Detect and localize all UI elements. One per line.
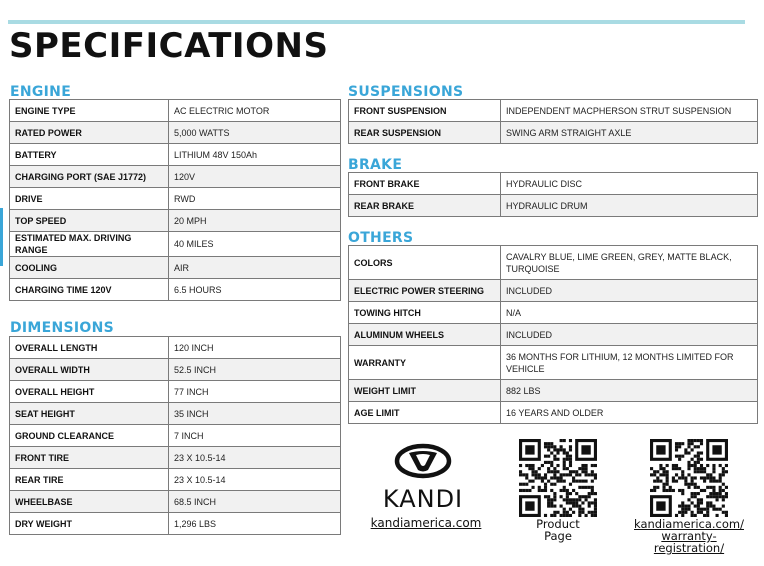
left-accent-bar — [0, 208, 3, 266]
table-row — [10, 469, 341, 491]
spec-value: HYDRAULIC DRUM — [501, 195, 758, 217]
table-row — [349, 302, 758, 324]
spec-value: HYDRAULIC DISC — [501, 173, 758, 195]
spec-value: AIR — [169, 257, 341, 279]
spec-label: GROUND CLEARANCE — [10, 425, 169, 447]
spec-label: WEIGHT LIMIT — [349, 380, 501, 402]
kandi-url-link[interactable]: kandiamerica.com — [370, 516, 482, 530]
spec-label: DRIVE — [10, 188, 169, 210]
spec-value: LITHIUM 48V 150Ah — [169, 144, 341, 166]
table-row — [10, 210, 341, 232]
spec-value: 120V — [169, 166, 341, 188]
engine-heading: ENGINE — [10, 84, 72, 100]
product-qr-caption-line: Product — [536, 517, 580, 531]
spec-value: AC ELECTRIC MOTOR — [169, 100, 341, 122]
spec-label: DRY WEIGHT — [10, 513, 169, 535]
brake-table — [348, 172, 758, 217]
table-row — [10, 491, 341, 513]
spec-value: N/A — [501, 302, 758, 324]
spec-value: 23 X 10.5-14 — [169, 469, 341, 491]
product-qr-caption — [518, 518, 598, 542]
spec-label: COLORS — [349, 246, 501, 280]
suspensions-heading: SUSPENSIONS — [348, 84, 464, 100]
warranty-qr-code[interactable] — [650, 439, 728, 517]
others-table — [348, 245, 758, 424]
spec-label: ENGINE TYPE — [10, 100, 169, 122]
spec-label: FRONT BRAKE — [349, 173, 501, 195]
product-qr-code[interactable] — [519, 439, 597, 517]
spec-value: RWD — [169, 188, 341, 210]
table-row — [10, 425, 341, 447]
spec-value: 35 INCH — [169, 403, 341, 425]
table-row — [10, 122, 341, 144]
engine-table — [9, 99, 341, 301]
spec-value: SWING ARM STRAIGHT AXLE — [501, 122, 758, 144]
spec-value: 20 MPH — [169, 210, 341, 232]
table-row — [10, 403, 341, 425]
warranty-qr-caption-line: kandiamerica.com/ — [634, 517, 744, 531]
spec-label: SEAT HEIGHT — [10, 403, 169, 425]
spec-label: WARRANTY — [349, 346, 501, 380]
table-row — [10, 100, 341, 122]
spec-value: 7 INCH — [169, 425, 341, 447]
table-row — [349, 402, 758, 424]
spec-label: FRONT SUSPENSION — [349, 100, 501, 122]
spec-label: CHARGING PORT (SAE J1772) — [10, 166, 169, 188]
spec-value: CAVALRY BLUE, LIME GREEN, GREY, MATTE BLACK, TURQUOISE — [501, 246, 758, 280]
table-row — [10, 337, 341, 359]
spec-label: OVERALL HEIGHT — [10, 381, 169, 403]
spec-value: 40 MILES — [169, 232, 341, 257]
spec-value: 52.5 INCH — [169, 359, 341, 381]
brake-heading: BRAKE — [348, 157, 403, 173]
suspensions-table — [348, 99, 758, 144]
table-row — [349, 122, 758, 144]
kandi-logo-icon — [378, 443, 468, 479]
table-row — [10, 144, 341, 166]
table-row — [349, 280, 758, 302]
warranty-qr-caption-line: registration/ — [653, 541, 725, 555]
page-title: SPECIFICATIONS — [9, 26, 329, 66]
table-row — [349, 246, 758, 280]
table-row — [349, 380, 758, 402]
kandi-wordmark: KANDI — [382, 485, 464, 513]
spec-label: ELECTRIC POWER STEERING — [349, 280, 501, 302]
top-divider — [8, 20, 745, 24]
spec-label: TOP SPEED — [10, 210, 169, 232]
spec-value: INCLUDED — [501, 280, 758, 302]
table-row — [10, 232, 341, 257]
spec-label: ALUMINUM WHEELS — [349, 324, 501, 346]
spec-label: RATED POWER — [10, 122, 169, 144]
spec-label: COOLING — [10, 257, 169, 279]
spec-value: 68.5 INCH — [169, 491, 341, 513]
spec-label: WHEELBASE — [10, 491, 169, 513]
spec-value: 882 LBS — [501, 380, 758, 402]
spec-label: REAR BRAKE — [349, 195, 501, 217]
table-row — [349, 173, 758, 195]
spec-label: BATTERY — [10, 144, 169, 166]
spec-label: OVERALL WIDTH — [10, 359, 169, 381]
table-row — [349, 346, 758, 380]
dimensions-table — [9, 336, 341, 535]
spec-value: 16 YEARS AND OLDER — [501, 402, 758, 424]
spec-value: 23 X 10.5-14 — [169, 447, 341, 469]
spec-label: REAR TIRE — [10, 469, 169, 491]
spec-value: INCLUDED — [501, 324, 758, 346]
dimensions-heading: DIMENSIONS — [10, 320, 115, 336]
others-heading: OTHERS — [348, 230, 414, 246]
table-row — [10, 381, 341, 403]
table-row — [10, 188, 341, 210]
spec-label: AGE LIMIT — [349, 402, 501, 424]
spec-label: FRONT TIRE — [10, 447, 169, 469]
table-row — [10, 166, 341, 188]
table-row — [10, 279, 341, 301]
spec-value: INDEPENDENT MACPHERSON STRUT SUSPENSION — [501, 100, 758, 122]
table-row — [10, 447, 341, 469]
table-row — [10, 513, 341, 535]
warranty-qr-caption-line: warranty- — [661, 529, 717, 543]
table-row — [349, 195, 758, 217]
spec-value: 6.5 HOURS — [169, 279, 341, 301]
table-row — [10, 257, 341, 279]
spec-label: ESTIMATED MAX. DRIVING RANGE — [10, 232, 169, 257]
table-row — [349, 324, 758, 346]
spec-value: 1,296 LBS — [169, 513, 341, 535]
spec-label: CHARGING TIME 120V — [10, 279, 169, 301]
warranty-qr-caption[interactable] — [626, 518, 752, 554]
table-row — [10, 359, 341, 381]
spec-label: TOWING HITCH — [349, 302, 501, 324]
spec-label: REAR SUSPENSION — [349, 122, 501, 144]
table-row — [349, 100, 758, 122]
spec-value: 77 INCH — [169, 381, 341, 403]
spec-value: 36 MONTHS FOR LITHIUM, 12 MONTHS LIMITED FOR VEHICLE — [501, 346, 758, 380]
spec-value: 120 INCH — [169, 337, 341, 359]
spec-value: 5,000 WATTS — [169, 122, 341, 144]
kandi-emblem-icon — [394, 443, 452, 479]
product-qr-caption-line: Page — [544, 529, 572, 543]
spec-label: OVERALL LENGTH — [10, 337, 169, 359]
